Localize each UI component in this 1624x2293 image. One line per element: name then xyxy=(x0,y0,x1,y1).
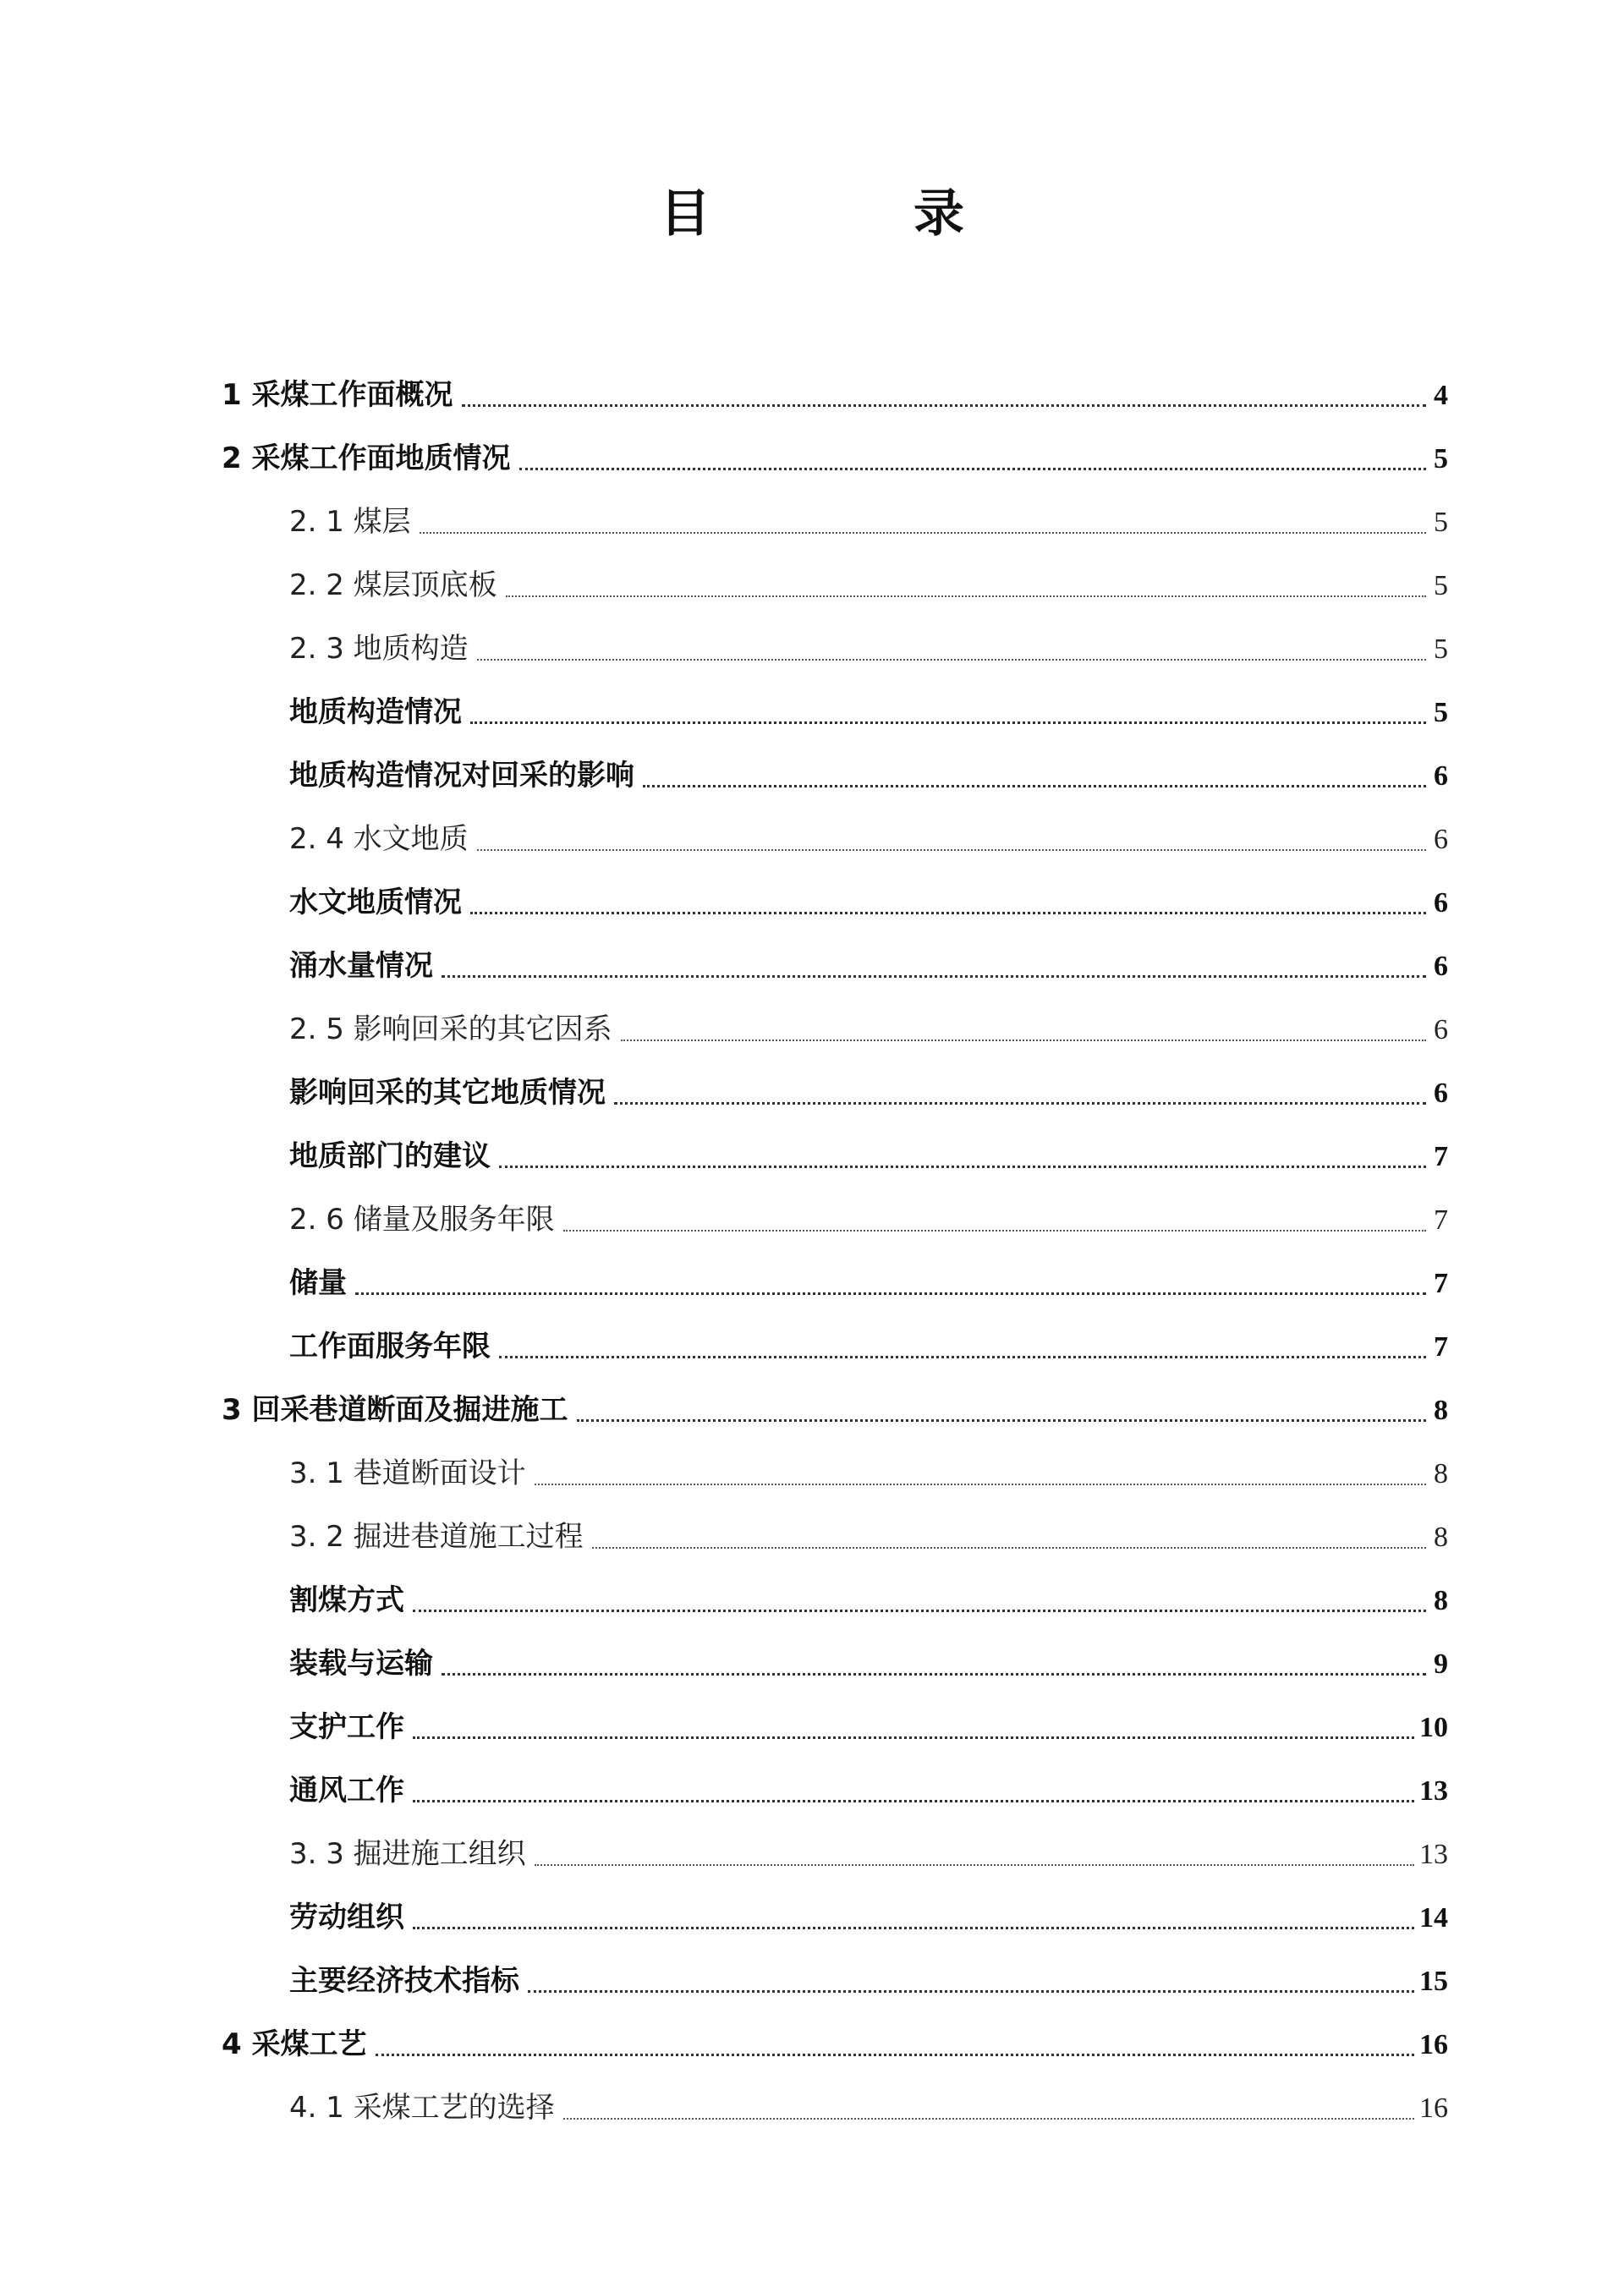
toc-entry-title: 储量 xyxy=(289,1266,347,1300)
toc-page-number: 6 xyxy=(1434,1078,1448,1109)
toc-dot-leader xyxy=(535,1864,1414,1866)
toc-entry[interactable] xyxy=(222,491,1448,554)
toc-entry-title: 劳动组织 xyxy=(289,1901,404,1934)
toc-entry[interactable] xyxy=(222,1379,1448,1442)
toc-dot-leader xyxy=(563,1230,1426,1232)
toc-page-number: 13 xyxy=(1419,1775,1448,1807)
toc-entry-title: 3. 1 巷道断面设计 xyxy=(289,1456,526,1490)
toc-entry[interactable] xyxy=(222,681,1448,744)
toc-dot-leader xyxy=(376,2054,1415,2056)
toc-entry-title: 装载与运输 xyxy=(289,1647,433,1681)
toc-dot-leader xyxy=(614,1102,1426,1105)
toc-dot-leader xyxy=(413,1610,1426,1612)
toc-entry-title: 2. 5 影响回采的其它因系 xyxy=(289,1012,612,1046)
toc-dot-leader xyxy=(470,912,1426,914)
toc-page-number: 5 xyxy=(1434,697,1448,728)
toc-entry[interactable] xyxy=(222,1950,1448,2013)
toc-page-number: 8 xyxy=(1434,1458,1448,1489)
toc-entry-title: 1 采煤工作面概况 xyxy=(222,378,453,412)
toc-entry[interactable] xyxy=(222,364,1448,427)
toc-entry-title: 2. 2 煤层顶底板 xyxy=(289,568,497,602)
toc-page-number: 13 xyxy=(1419,1839,1448,1870)
toc-page-number: 5 xyxy=(1434,443,1448,475)
toc-entry[interactable] xyxy=(222,935,1448,998)
toc-entry[interactable] xyxy=(222,617,1448,681)
toc-entry-title: 割煤方式 xyxy=(289,1583,404,1617)
table-of-contents xyxy=(222,364,1448,2140)
toc-entry-title: 2. 6 储量及服务年限 xyxy=(289,1203,555,1237)
toc-page-number: 6 xyxy=(1434,760,1448,792)
toc-entry[interactable] xyxy=(222,1125,1448,1188)
toc-entry-title: 支护工作 xyxy=(289,1710,404,1744)
toc-page-number: 16 xyxy=(1419,2029,1448,2060)
toc-entry[interactable] xyxy=(222,1696,1448,1759)
toc-entry[interactable] xyxy=(222,998,1448,1061)
toc-entry[interactable] xyxy=(222,1506,1448,1569)
toc-entry[interactable] xyxy=(222,2076,1448,2140)
toc-dot-leader xyxy=(528,1990,1414,1993)
toc-entry[interactable] xyxy=(222,2013,1448,2076)
toc-entry-title: 2. 4 水文地质 xyxy=(289,822,469,856)
toc-entry[interactable] xyxy=(222,554,1448,617)
toc-dot-leader xyxy=(592,1547,1426,1549)
toc-entry-title: 地质部门的建议 xyxy=(289,1139,491,1173)
toc-dot-leader xyxy=(477,659,1426,661)
toc-entry-title: 4. 1 采煤工艺的选择 xyxy=(289,2091,555,2125)
page-title: 目 录 xyxy=(660,184,1040,244)
toc-dot-leader xyxy=(643,785,1426,787)
toc-page-number: 8 xyxy=(1434,1522,1448,1553)
toc-dot-leader xyxy=(563,2118,1414,2120)
toc-entry-title: 2 采煤工作面地质情况 xyxy=(222,442,511,475)
toc-dot-leader xyxy=(477,849,1426,851)
toc-page-number: 6 xyxy=(1434,951,1448,982)
toc-entry[interactable] xyxy=(222,1442,1448,1506)
toc-page-number: 7 xyxy=(1434,1268,1448,1299)
toc-entry-title: 3 回采巷道断面及掘进施工 xyxy=(222,1393,568,1427)
toc-entry[interactable] xyxy=(222,1315,1448,1379)
toc-page-number: 7 xyxy=(1434,1204,1448,1236)
toc-entry-title: 2. 3 地质构造 xyxy=(289,632,469,666)
toc-entry[interactable] xyxy=(222,1886,1448,1950)
toc-entry-title: 3. 2 掘进巷道施工过程 xyxy=(289,1520,584,1554)
toc-entry-title: 涌水量情况 xyxy=(289,949,433,983)
toc-dot-leader xyxy=(442,1673,1426,1676)
toc-entry[interactable] xyxy=(222,1061,1448,1125)
toc-page-number: 15 xyxy=(1419,1966,1448,1997)
toc-entry-title: 通风工作 xyxy=(289,1774,404,1808)
toc-entry[interactable] xyxy=(222,871,1448,935)
toc-page-number: 7 xyxy=(1434,1141,1448,1172)
toc-entry-title: 2. 1 煤层 xyxy=(289,505,411,539)
toc-entry[interactable] xyxy=(222,1188,1448,1252)
toc-dot-leader xyxy=(413,1800,1414,1802)
toc-entry[interactable] xyxy=(222,427,1448,491)
toc-dot-leader xyxy=(535,1484,1426,1485)
toc-entry-title: 主要经济技术指标 xyxy=(289,1964,519,1998)
toc-page-number: 4 xyxy=(1434,380,1448,411)
toc-dot-leader xyxy=(462,404,1427,407)
toc-entry-title: 水文地质情况 xyxy=(289,886,462,919)
toc-page-number: 14 xyxy=(1419,1902,1448,1934)
toc-page-number: 10 xyxy=(1419,1712,1448,1743)
toc-page-number: 8 xyxy=(1434,1585,1448,1616)
toc-page-number: 9 xyxy=(1434,1648,1448,1680)
toc-page-number: 16 xyxy=(1419,2093,1448,2124)
toc-dot-leader xyxy=(499,1356,1426,1358)
toc-dot-leader xyxy=(413,1927,1414,1929)
toc-entry[interactable] xyxy=(222,1759,1448,1823)
toc-entry-title: 4 采煤工艺 xyxy=(222,2027,367,2061)
toc-entry[interactable] xyxy=(222,1823,1448,1886)
toc-page-number: 5 xyxy=(1434,634,1448,665)
toc-dot-leader xyxy=(355,1292,1426,1295)
toc-dot-leader xyxy=(621,1040,1426,1041)
toc-dot-leader xyxy=(442,975,1426,978)
toc-page-number: 8 xyxy=(1434,1395,1448,1426)
toc-page-number: 6 xyxy=(1434,887,1448,919)
toc-page-number: 6 xyxy=(1434,824,1448,855)
toc-entry[interactable] xyxy=(222,744,1448,808)
toc-page-number: 5 xyxy=(1434,570,1448,601)
toc-page-number: 6 xyxy=(1434,1014,1448,1045)
toc-entry-title: 3. 3 掘进施工组织 xyxy=(289,1837,526,1871)
toc-dot-leader xyxy=(499,1166,1426,1168)
toc-dot-leader xyxy=(577,1419,1427,1422)
toc-entry-title: 地质构造情况 xyxy=(289,695,462,729)
toc-entry-title: 工作面服务年限 xyxy=(289,1330,491,1363)
toc-page-number: 5 xyxy=(1434,507,1448,538)
toc-dot-leader xyxy=(420,532,1426,534)
toc-dot-leader xyxy=(470,721,1426,724)
toc-entry[interactable] xyxy=(222,1252,1448,1315)
toc-dot-leader xyxy=(519,468,1427,470)
toc-entry[interactable] xyxy=(222,1632,1448,1696)
toc-dot-leader xyxy=(413,1736,1414,1739)
toc-page-number: 7 xyxy=(1434,1331,1448,1363)
toc-entry[interactable] xyxy=(222,808,1448,871)
toc-entry-title: 地质构造情况对回采的影响 xyxy=(289,759,634,793)
toc-entry[interactable] xyxy=(222,1569,1448,1632)
toc-dot-leader xyxy=(506,595,1426,597)
toc-entry-title: 影响回采的其它地质情况 xyxy=(289,1076,606,1110)
